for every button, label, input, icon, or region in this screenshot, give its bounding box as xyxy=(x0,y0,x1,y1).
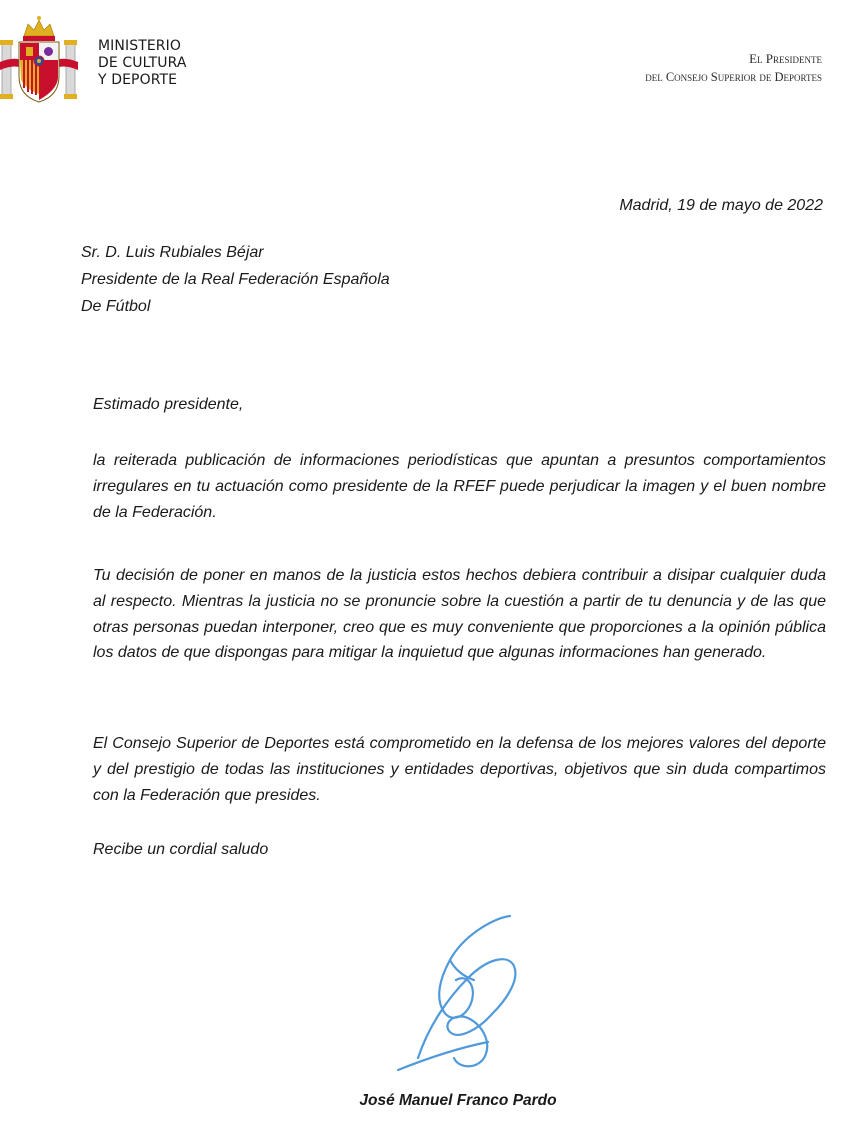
office-title-line: El Presidente xyxy=(749,51,822,66)
signer-name: José Manuel Franco Pardo xyxy=(359,1092,557,1109)
body-paragraph: Tu decisión de poner en manos de la justicia estos hechos debiera contribuir a disipar cualquier duda al respecto. Mientras la justicia no se pronuncie sobre la cuestión a partir de tu denuncia y de las que otras personas puedan interponer, creo que es muy conveniente que proporciones a la opinión pública los datos de que dispongas para mitigar la inquietud que algunas informaciones han generado. xyxy=(93,567,826,662)
office-title xyxy=(645,50,822,86)
ministry-line: Y DEPORTE xyxy=(98,72,178,88)
addressee-line: De Fútbol xyxy=(81,298,151,315)
salutation: Estimado presidente, xyxy=(93,396,244,413)
handwritten-signature-icon xyxy=(388,908,538,1078)
ministry-line: MINISTERIO xyxy=(98,38,181,54)
office-subtitle-line: del Consejo Superior de Deportes xyxy=(645,70,822,84)
letter-date: Madrid, 19 de mayo de 2022 xyxy=(619,197,823,214)
ministry-line: DE CULTURA xyxy=(98,55,187,71)
ministry-name xyxy=(98,38,187,89)
addressee-line: Sr. D. Luis Rubiales Béjar xyxy=(81,244,264,261)
body-paragraph: El Consejo Superior de Deportes está comprometido en la defensa de los mejores valores del deporte y del prestigio de todas las instituciones y entidades deportivas, objetivos que sin duda compartimos con la Federación que presides. xyxy=(93,735,826,804)
addressee-block xyxy=(81,239,390,320)
addressee-line: Presidente de la Real Federación Española xyxy=(81,271,390,288)
spanish-coat-of-arms-icon xyxy=(0,14,82,106)
body-paragraph: la reiterada publicación de informaciones periodísticas que apuntan a presuntos comportamientos irregulares en tu actuación como presidente de la RFEF puede perjudicar la imagen y el buen nombre de la Federación. xyxy=(93,452,826,521)
closing-line: Recibe un cordial saludo xyxy=(93,841,269,858)
